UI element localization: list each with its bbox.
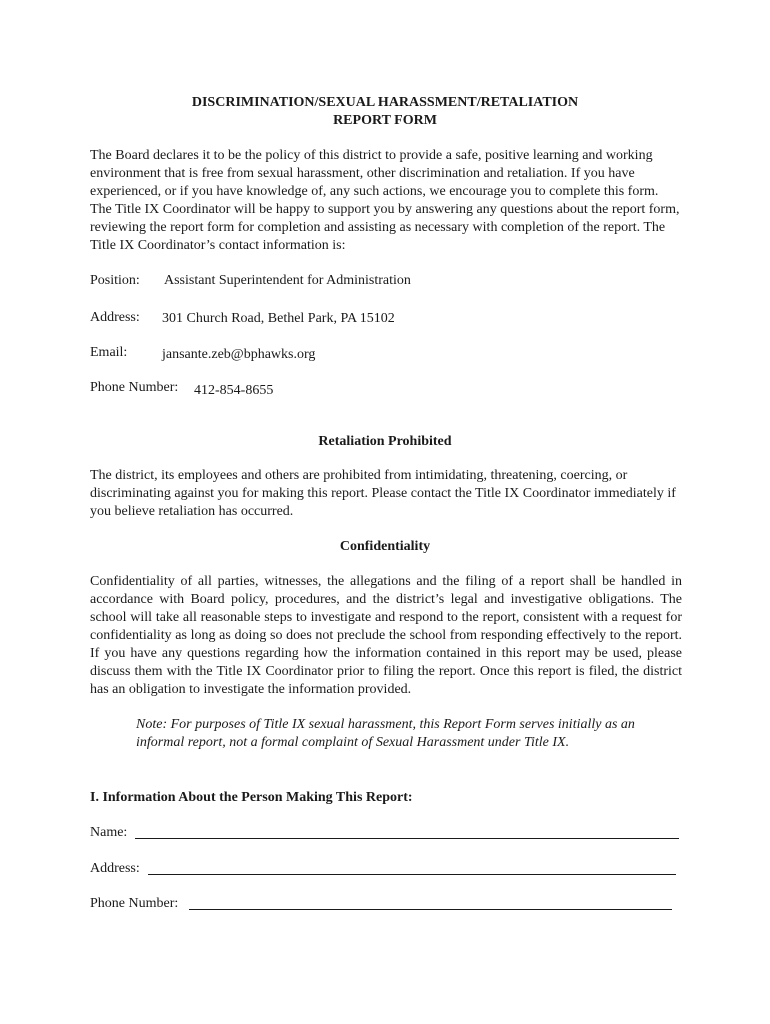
intro-paragraph: The Board declares it to be the policy of this district to provide a safe, positive learning and working environment that is free from sexual harassment, other discrimination and retaliation. If you have experienced, or if you have knowledge of, any such actions, we encourage you to complete this form. The Title IX Coordinator will be happy to support you by answering any questions about the report form, reviewing the report form for completion and assisting as necessary with completion of the report. The Title IX Coordinator’s contact information is: (90, 148, 680, 253)
reporter-address-blank-line[interactable] (148, 874, 676, 875)
address-value: 301 Church Road, Bethel Park, PA 15102 (162, 311, 395, 326)
coordinator-phone-row (90, 379, 274, 398)
reporter-address-field[interactable] (90, 860, 140, 878)
confidentiality-heading: Confidentiality (339, 539, 431, 554)
retaliation-heading: Retaliation Prohibited (318, 434, 452, 449)
phone-value: 412-854-8655 (194, 383, 274, 398)
coordinator-position-row (90, 272, 411, 290)
document-title-line-2: REPORT FORM (333, 113, 437, 128)
reporter-phone-field[interactable] (90, 895, 178, 913)
retaliation-paragraph: The district, its employees and others are prohibited from intimidating, threatening, coercing, or discriminating against you for making this report. Please contact the Title IX Coordinator immediately if you believe retaliation has occurred. (90, 468, 676, 519)
section-1-heading: I. Information About the Person Making This Report: (90, 790, 413, 805)
email-label: Email: (90, 345, 128, 360)
reporter-name-field[interactable] (90, 824, 127, 842)
reporter-address-label: Address: (90, 861, 140, 876)
reporter-name-label: Name: (90, 825, 128, 840)
position-label: Position: (90, 273, 140, 288)
document-title-line-1: DISCRIMINATION/SEXUAL HARASSMENT/RETALIATION (191, 95, 579, 110)
reporter-name-blank-line[interactable] (135, 838, 679, 839)
email-value: jansante.zeb@bphawks.org (162, 347, 316, 362)
title-ix-note: Note: For purposes of Title IX sexual harassment, this Report Form serves initially as an informal report, not a formal complaint of Sexual Harassment under Title IX. (136, 717, 635, 750)
phone-label: Phone Number: (90, 380, 179, 395)
coordinator-address-row (90, 309, 395, 327)
position-value: Assistant Superintendent for Administration (164, 273, 411, 288)
confidentiality-paragraph: Confidentiality of all parties, witnesses, the allegations and the filing of a report shall be handled in accordance with Board policy, procedures, and the district’s legal and investigative obligations. The school will take all reasonable steps to investigate and respond to the report, consistent with a request for confidentiality as long as doing so does not preclude the school from responding effectively to the report. If you have any questions regarding how the information contained in this report may be used, please discuss them with the Title IX Coordinator prior to filing the report. Once this report is filed, the district has an obligation to investigate the information provided. (90, 574, 682, 697)
reporter-phone-blank-line[interactable] (189, 909, 672, 910)
reporter-phone-label: Phone Number: (90, 896, 179, 911)
coordinator-email-row (90, 344, 316, 362)
address-label: Address: (90, 310, 140, 325)
